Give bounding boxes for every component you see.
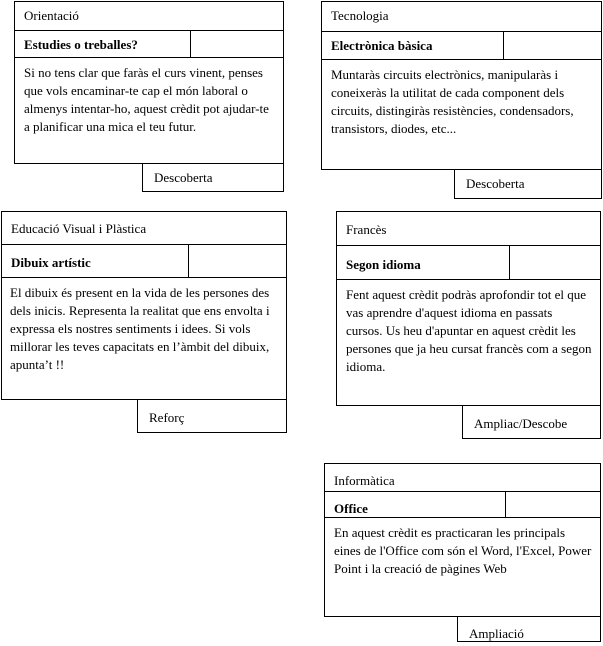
subject-label: Tecnologia	[321, 1, 602, 32]
title-blank-cell	[190, 30, 284, 58]
credit-title: Dibuix artístic	[1, 244, 189, 278]
credit-type: Ampliac/Descobe	[462, 405, 601, 439]
title-blank-cell	[188, 244, 287, 278]
credit-description: Si no tens clar que faràs el curs vinent, penses que vols encaminar-te cap el món laboral o almenys intentar-ho, aquest crèdit pot ajudar-te a planificar una mica el teu futur.	[14, 57, 284, 164]
credit-title: Office	[324, 491, 506, 518]
subject-label: Informàtica	[324, 463, 601, 492]
subject-label: Educació Visual i Plàstica	[1, 211, 287, 245]
title-blank-cell	[503, 31, 602, 60]
credit-description: Fent aquest crèdit podràs aprofondir tot el que vas aprendre d'aquest idioma en passats cursos. Us heu d'apuntar en aquest crèdit les persones que ja heu cursat francès com a segon idioma.	[336, 279, 601, 406]
title-blank-cell	[505, 491, 601, 518]
credit-type: Ampliació	[457, 616, 601, 642]
credit-title: Segon idioma	[336, 245, 510, 280]
credit-title: Estudies o treballes?	[14, 30, 191, 58]
credit-description: Muntaràs circuits electrònics, manipularàs i coneixeràs la utilitat de cada component dels circuits, distingiràs resistències, condensadors, transistors, diodes, etc...	[321, 59, 602, 170]
subject-label: Francès	[336, 211, 601, 246]
credit-description: El dibuix és present en la vida de les persones des dels inicis. Representa la realitat que ens envolta i expressa els nostres sentiments i idees. Si vols millorar les teves capacitats en l’àmbit del dibuix, apunta’t !!	[1, 277, 287, 400]
title-blank-cell	[509, 245, 601, 280]
subject-label: Orientació	[14, 1, 284, 31]
credit-type: Descoberta	[454, 169, 602, 199]
credit-title: Electrònica bàsica	[321, 31, 504, 60]
credit-type: Descoberta	[142, 163, 284, 192]
credit-type: Reforç	[137, 399, 287, 433]
credit-description: En aquest crèdit es practicaran les principals eines de l'Office com són el Word, l'Excel, Power Point i la creació de pàgines Web	[324, 517, 601, 617]
